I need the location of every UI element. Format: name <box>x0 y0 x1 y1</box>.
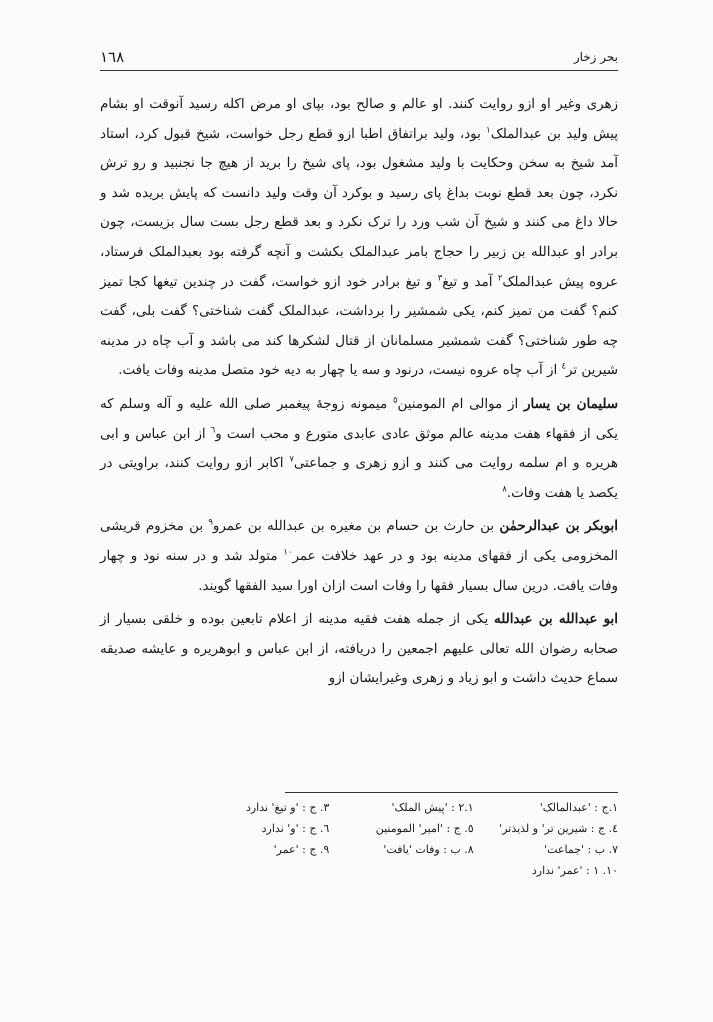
text-run: بن حارث بن حسام بن مغیره بن عبدالله بن عمرو <box>212 519 500 535</box>
paragraph-urwa <box>100 90 618 386</box>
text-run: از آب چاه عروه نیست، درنود و سه یا چهار به دیه خود متصل مدینه وفات یافت. <box>118 363 562 379</box>
person-name-heading: ابو عبدالله بن عبدالله <box>494 611 618 628</box>
footnote-ref: ١ <box>486 125 491 136</box>
footnotes <box>185 797 618 881</box>
text-run: زهری وغیر او ازو روایت کنند. او عالم و صالح بود، بپای او مرض اکله رسید آنوقت او بشام پیش ولید بن عبدالملک <box>100 97 618 142</box>
text-run: بن مخزوم قریشی المخزومی یکی از فقهای مدینه بود و در عهد خلافت عمر <box>100 519 618 564</box>
running-title: بحر زخار <box>573 50 618 64</box>
footnote: ١.ج : 'عبدالمالک' <box>539 801 618 814</box>
footnote: ٩. ج : 'عمر' <box>273 843 330 856</box>
footnote-rule <box>285 792 618 793</box>
text-run: و تیغ برادر خود ازو خواست، گفت در چندین تیغها کجا تمیز کنم؟ گفت من تمیز کنم، یکی شمشیر را برداشت، عبدالملک گفت شناختی؟ گفت بلی، گفت چه طور شناختی؟ گفت شمشیر مسلمانان از قتال لشکرها کند می باشد و آب چاه در مدینه شیرین تر <box>100 274 618 379</box>
page-number: ١٦٨ <box>100 48 125 66</box>
text-run: متولد شد و در سنه نود و چهار وفات یافت. درین سال بسیار فقها را وفات است ازان اورا سید الفقها گویند. <box>100 548 618 594</box>
footnote: ٢.١ : 'پیش الملک' <box>391 801 474 814</box>
text-run: اکابر ازو روایت کنند، براویتی در یکصد یا هفت وفات. <box>100 456 618 501</box>
footnote-ref: ١٠ <box>283 547 293 558</box>
footnote: ١٠. ١ : 'عمر' ندارد <box>531 864 618 877</box>
page-header <box>100 48 618 68</box>
footnote: ٥. ج : 'امیر' المومنین <box>375 822 474 835</box>
header-rule <box>100 70 618 71</box>
text-run: بود، ولید براتفاق اطبا ازو قطع رجل خواست، شیخ قبول کرد، استاد آمد شیخ به سخن وحکایت با ولید مشغول بود، پای شیخ را برید از هیچ جا نجنبید و رو ترش نکرد، چون بعد قطع نوبت بداغ پای رسید و بوکرد آن وقت ولید دانست که پایش بریده شد و حالا داغ می کنند و شیخ آن شب ورد را ترک نکرد و بعد قطع رجل بست سال بزیست، چون برادر او عبدالله بن زبیر را حجاج بامر عبدالملک بکشت و آنچه گرفته بود بعبدالملک فرستاد، عروه پیش عبدالملک <box>100 126 619 290</box>
person-name-heading: سلیمان بن یسار <box>524 395 619 412</box>
person-name-heading: ابوبکر بن عبدالرحمٰن <box>499 518 618 535</box>
footnote: ٦. ج : 'و' ندارد <box>261 822 330 835</box>
footnote-ref: ٦ <box>210 425 216 436</box>
text-run: آمد و تیغ <box>442 274 498 290</box>
text-run: میمونه زوجۀ پیغمبر صلی الله علیه و آله وسلم که یکی از فقهاء هفت مدینه عالم موثق عادی عابدی متورع و محب است و <box>100 396 618 442</box>
footnote-ref: ٣ <box>437 273 443 284</box>
footnote-ref: ٢ <box>497 273 503 284</box>
footnote: ٤. ج : شیرین تر' و لذیذتر' <box>499 822 618 835</box>
footnote-ref: ٤ <box>561 361 567 372</box>
body-text <box>100 90 618 694</box>
footnote-ref: ٨ <box>502 484 507 495</box>
footnote: ٣. ج : 'و تیغ' ندارد <box>245 801 330 814</box>
text-run: از موالی ام المومنین <box>397 396 525 412</box>
paragraph-sulayman <box>100 390 618 508</box>
footnote-ref: ٧ <box>289 454 294 465</box>
paragraph-abuabdullah <box>100 605 618 694</box>
text-run: از ابن عباس و ابی هریره و ام سلمه روایت می کنند و ازو زهری و جماعتی <box>100 426 618 472</box>
footnote-ref: ٥ <box>392 395 398 406</box>
paragraph-abubakr <box>100 512 618 601</box>
footnote-ref: ٩ <box>208 517 213 528</box>
footnote: ٧. ب : 'جماعت' <box>544 843 618 856</box>
footnote: ٨. ب : وفات 'یافت' <box>383 843 474 856</box>
text-run: یکی از جمله هفت فقیه مدینه از اعلام تابعین بوده و خلقی بسیار از صحابه رضوان الله تعالی علیهم اجمعین را دریافته، از ابن عباس و ابوهریره و عایشه صدیقه سماع حدیث داشت و ابو زیاد و زهری وغیرایشان ازو <box>100 612 618 687</box>
